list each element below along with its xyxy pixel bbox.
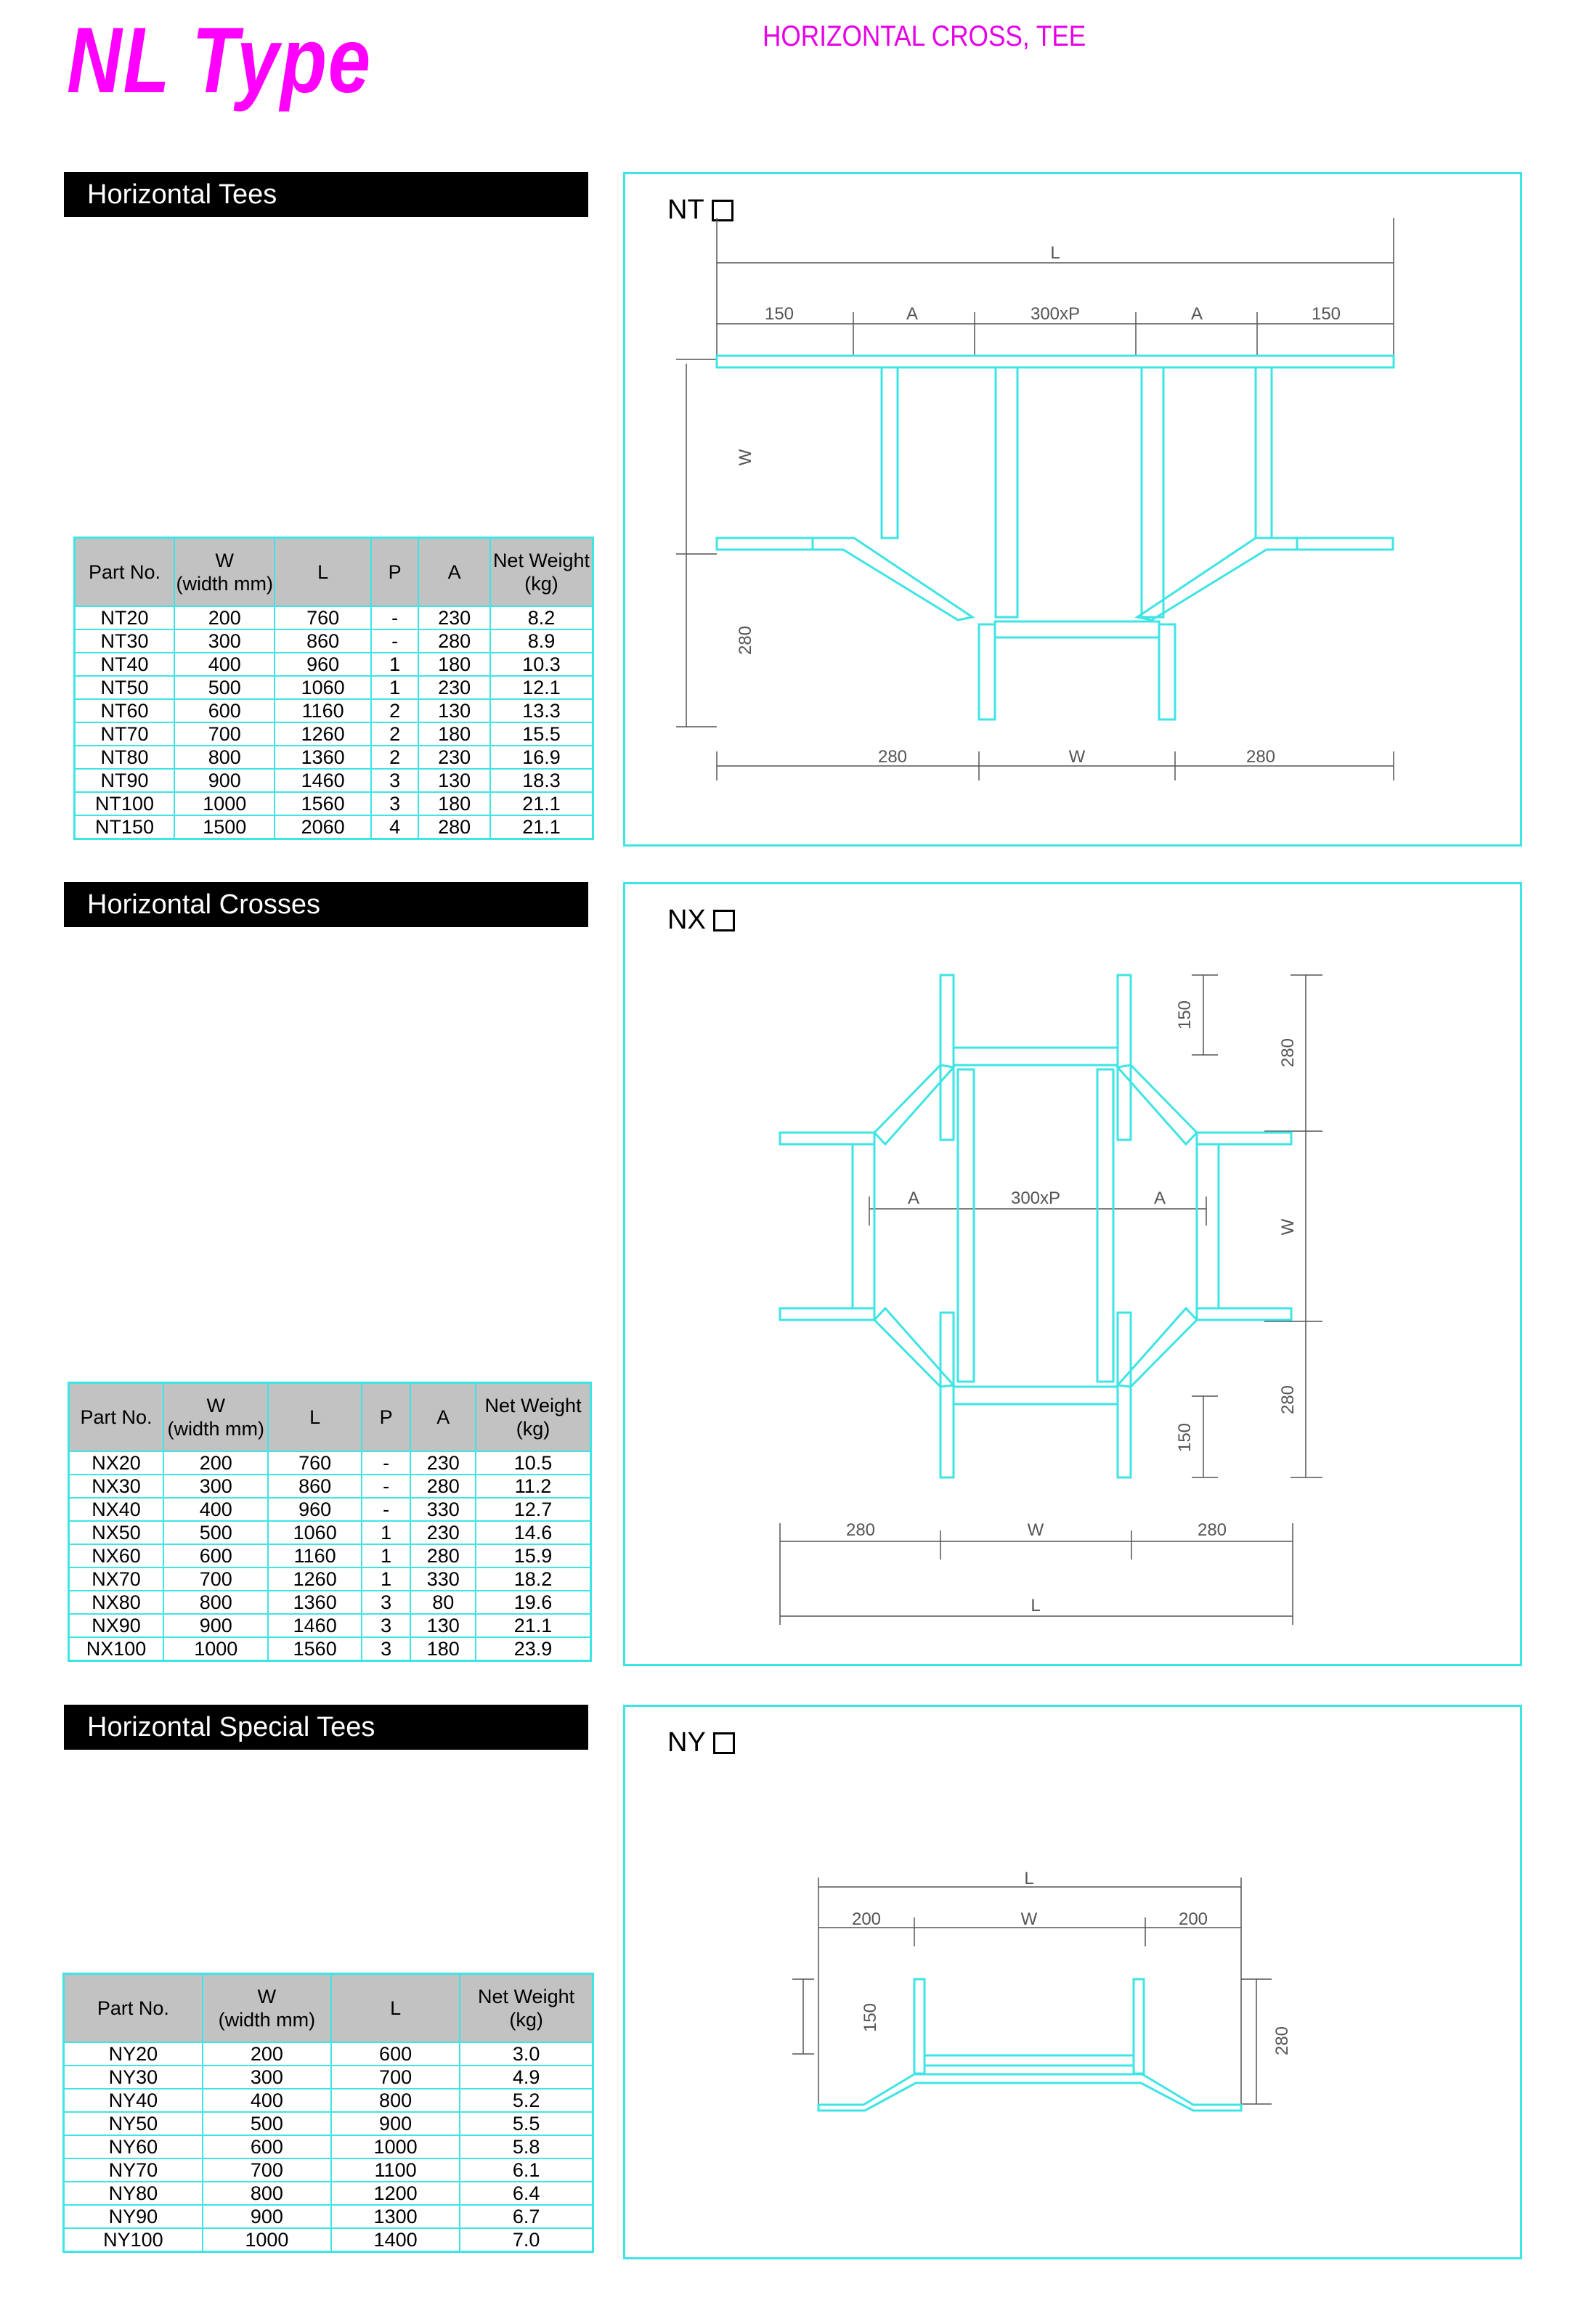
col-header-a: A [410,1383,476,1451]
cell-net-weight: 6.1 [460,2158,593,2182]
cell-part-no: NY40 [64,2089,203,2112]
cell-net-weight: 15.5 [490,722,593,746]
cell-width: 1000 [174,792,275,815]
cell-length: 900 [331,2112,460,2135]
crosses-spec-table [68,1382,592,1662]
cell-width: 200 [163,1451,268,1475]
table-row [69,1521,591,1544]
cell-width: 300 [163,1475,268,1498]
cell-length: 1360 [268,1591,361,1614]
cell-net-weight: 8.9 [490,629,593,653]
cell-length: 700 [331,2066,460,2089]
cell-net-weight: 8.2 [490,606,593,629]
cell-net-weight: 12.7 [476,1498,590,1521]
col-header-part: Part No. [69,1383,164,1451]
cell-a: 230 [418,676,490,699]
cell-part-no: NY30 [64,2066,203,2089]
cell-p: 1 [362,1521,411,1544]
cell-a: 280 [418,629,490,653]
dim-label-150: 150 [764,304,794,324]
cell-a: 330 [410,1567,476,1591]
table-row [69,1451,591,1475]
cell-net-weight: 7.0 [460,2228,593,2252]
cell-part-no: NX30 [69,1475,164,1498]
table-row [75,815,593,839]
cell-p: 2 [371,746,419,769]
cell-width: 1000 [203,2228,331,2252]
cell-width: 1500 [174,815,275,839]
dim-label-A: A [907,1188,920,1208]
table-row [75,746,593,769]
table-row [69,1591,591,1614]
cell-part-no: NT30 [75,629,175,653]
cell-part-no: NY80 [64,2182,203,2205]
tees-code-label: NT [667,195,733,226]
cell-length: 1460 [275,769,370,792]
cell-a: 230 [410,1521,476,1544]
section-title-special-tees: Horizontal Special Tees [64,1705,588,1750]
table-row [69,1498,591,1521]
cell-width: 700 [203,2158,331,2182]
cell-p: 3 [362,1614,411,1637]
cell-net-weight: 11.2 [476,1475,590,1498]
section-title-crosses: Horizontal Crosses [64,882,588,927]
special-table-body [64,2042,593,2252]
cell-width: 400 [163,1498,268,1521]
cell-part-no: NT100 [75,792,175,815]
cell-net-weight: 5.2 [460,2089,593,2112]
cell-length: 1560 [268,1637,361,1661]
table-row [64,2182,593,2205]
special-drawing [625,1707,1520,2257]
cell-width: 1000 [163,1637,268,1661]
cell-p: - [371,606,419,629]
cell-a: 80 [410,1591,476,1614]
section-title-tees: Horizontal Tees [64,172,588,217]
crosses-drawing-panel [623,882,1522,1666]
dim-label-200: 200 [851,1909,882,1929]
table-row [64,2066,593,2089]
cell-p: 4 [371,815,419,839]
cell-part-no: NT50 [75,676,175,699]
crosses-table-body [69,1451,591,1661]
cell-width: 800 [174,746,275,769]
dim-label-200: 200 [1178,1909,1208,1929]
col-header-p: P [362,1383,411,1451]
cell-width: 500 [163,1521,268,1544]
cell-width: 600 [203,2135,331,2158]
table-header-row [64,1974,593,2042]
cell-net-weight: 4.9 [460,2066,593,2089]
col-header-part: Part No. [64,1974,203,2042]
col-header-weight: Net Weight (kg) [490,538,593,606]
table-header-row [75,538,593,606]
cell-p: 3 [362,1637,411,1661]
table-row [75,792,593,815]
cell-net-weight: 6.7 [460,2205,593,2228]
dim-label-span: 300xP [1010,1188,1061,1208]
cell-length: 860 [275,629,370,653]
cell-part-no: NX100 [69,1637,164,1661]
cell-p: 1 [371,653,419,676]
dim-label-280: 280 [736,625,755,656]
cell-length: 800 [331,2089,460,2112]
cell-width: 600 [163,1544,268,1567]
cell-a: 230 [418,746,490,769]
col-header-l: L [268,1383,361,1451]
cell-a: 280 [418,815,490,839]
cell-net-weight: 5.5 [460,2112,593,2135]
table-row [64,2205,593,2228]
cell-part-no: NT80 [75,746,175,769]
cell-net-weight: 19.6 [476,1591,590,1614]
dim-label-280: 280 [1197,1520,1227,1540]
cell-length: 2060 [275,815,370,839]
cell-width: 300 [203,2066,331,2089]
cell-length: 1560 [275,792,370,815]
cell-length: 1060 [268,1521,361,1544]
cell-p: 2 [371,722,419,746]
col-header-a: A [418,538,490,606]
table-row [69,1544,591,1567]
cell-p: 3 [362,1591,411,1614]
col-header-l: L [331,1974,460,2042]
col-header-part: Part No. [75,538,175,606]
cell-length: 1060 [275,676,370,699]
cell-width: 200 [174,606,275,629]
table-row [75,769,593,792]
cell-net-weight: 18.2 [476,1567,590,1591]
cell-length: 760 [275,606,370,629]
cell-net-weight: 12.1 [490,676,593,699]
tees-drawing-panel [623,172,1522,847]
cell-part-no: NY50 [64,2112,203,2135]
cell-length: 600 [331,2042,460,2066]
table-row [64,2089,593,2112]
cell-p: - [362,1451,411,1475]
cell-width: 500 [174,676,275,699]
cell-a: 130 [418,769,490,792]
cell-net-weight: 5.8 [460,2135,593,2158]
table-row [69,1637,591,1661]
dim-label-W: W [1068,747,1086,767]
cell-part-no: NT20 [75,606,175,629]
cell-part-no: NT150 [75,815,175,839]
cell-part-no: NT60 [75,699,175,722]
cell-p: 3 [371,769,419,792]
cell-length: 1460 [268,1614,361,1637]
col-header-l: L [275,538,370,606]
cell-width: 900 [203,2205,331,2228]
dim-label-280: 280 [845,1520,876,1540]
tees-drawing [625,174,1520,844]
cell-net-weight: 10.3 [490,653,593,676]
page-title: NL Type [67,9,372,113]
cell-length: 1200 [331,2182,460,2205]
table-row [75,653,593,676]
table-row [64,2135,593,2158]
cell-a: 130 [418,699,490,722]
cell-width: 400 [203,2089,331,2112]
dim-label-W: W [1027,1520,1044,1540]
cell-net-weight: 18.3 [490,769,593,792]
cell-a: 280 [410,1544,476,1567]
table-row [75,606,593,629]
cell-part-no: NX70 [69,1567,164,1591]
dim-label-L: L [1024,1869,1034,1888]
table-row [75,676,593,699]
dim-label-A: A [1153,1188,1166,1208]
dim-label-L: L [1050,243,1060,263]
cell-length: 960 [268,1498,361,1521]
cell-width: 200 [203,2042,331,2066]
dim-label-L: L [1031,1596,1041,1615]
col-header-w: W (width mm) [174,538,275,606]
cell-length: 1360 [275,746,370,769]
dim-label-280: 280 [877,747,908,767]
col-header-w: W (width mm) [163,1383,268,1451]
cell-length: 1160 [275,699,370,722]
cell-net-weight: 23.9 [476,1637,590,1661]
cell-p: 1 [362,1544,411,1567]
cell-part-no: NY100 [64,2228,203,2252]
cell-length: 960 [275,653,370,676]
col-header-weight: Net Weight (kg) [460,1974,593,2042]
cell-part-no: NX40 [69,1498,164,1521]
cell-width: 700 [174,722,275,746]
cell-part-no: NT70 [75,722,175,746]
cell-length: 760 [268,1451,361,1475]
cell-part-no: NY20 [64,2042,203,2066]
table-row [64,2042,593,2066]
page-subtitle: HORIZONTAL CROSS, TEE [763,20,1086,52]
cell-width: 800 [203,2182,331,2205]
special-spec-table [62,1973,594,2253]
crosses-drawing [625,884,1520,1664]
cell-length: 1100 [331,2158,460,2182]
cell-width: 700 [163,1567,268,1591]
cell-net-weight: 13.3 [490,699,593,722]
cell-p: - [362,1498,411,1521]
dim-label-280: 280 [1278,1037,1298,1068]
cell-part-no: NY60 [64,2135,203,2158]
cell-a: 130 [410,1614,476,1637]
cell-p: 1 [371,676,419,699]
cell-part-no: NT90 [75,769,175,792]
cell-part-no: NX20 [69,1451,164,1475]
special-drawing-panel [623,1705,1522,2259]
cell-net-weight: 16.9 [490,746,593,769]
cell-net-weight: 21.1 [490,792,593,815]
table-row [64,2158,593,2182]
cell-part-no: NT40 [75,653,175,676]
cell-width: 500 [203,2112,331,2135]
cell-p: - [362,1475,411,1498]
special-code-label: NY [667,1727,735,1758]
dim-label-150: 150 [1175,1000,1195,1030]
cell-width: 900 [174,769,275,792]
cell-length: 860 [268,1475,361,1498]
table-row [69,1614,591,1637]
cell-length: 1260 [268,1567,361,1591]
col-header-p: P [371,538,419,606]
cell-length: 1160 [268,1544,361,1567]
col-header-weight: Net Weight (kg) [476,1383,590,1451]
table-row [64,2112,593,2135]
dim-label-span: 300xP [1030,304,1081,324]
table-row [69,1475,591,1498]
cell-a: 180 [410,1637,476,1661]
cell-p: 1 [362,1567,411,1591]
cell-p: 3 [371,792,419,815]
col-header-w: W (width mm) [203,1974,331,2042]
dim-label-280: 280 [1278,1385,1298,1415]
dim-label-A: A [1190,304,1203,324]
dim-label-150: 150 [1311,304,1341,324]
cell-p: 2 [371,699,419,722]
table-row [75,722,593,746]
cell-a: 280 [410,1475,476,1498]
cell-part-no: NY70 [64,2158,203,2182]
cell-part-no: NY90 [64,2205,203,2228]
dim-label-W: W [736,449,755,466]
cell-net-weight: 21.1 [476,1614,590,1637]
cell-length: 1400 [331,2228,460,2252]
dim-label-W: W [1278,1218,1298,1236]
cell-net-weight: 14.6 [476,1521,590,1544]
cell-width: 900 [163,1614,268,1637]
cell-length: 1000 [331,2135,460,2158]
cell-part-no: NX80 [69,1591,164,1614]
table-header-row [69,1383,591,1451]
crosses-code-label: NX [667,905,735,936]
table-row [75,629,593,653]
cell-net-weight: 6.4 [460,2182,593,2205]
dim-label-W: W [1020,1909,1038,1929]
cell-a: 180 [418,653,490,676]
dim-label-280: 280 [1272,2026,1292,2056]
table-row [69,1567,591,1591]
dim-label-280: 280 [1245,747,1276,767]
cell-a: 180 [418,792,490,815]
cell-part-no: NX60 [69,1544,164,1567]
cell-length: 1300 [331,2205,460,2228]
cell-a: 330 [410,1498,476,1521]
cell-p: - [371,629,419,653]
cell-net-weight: 10.5 [476,1451,590,1475]
cell-net-weight: 3.0 [460,2042,593,2066]
cell-a: 180 [418,722,490,746]
dim-label-150: 150 [1175,1422,1195,1453]
dim-label-A: A [906,304,919,324]
table-row [75,699,593,722]
cell-a: 230 [410,1451,476,1475]
cell-net-weight: 21.1 [490,815,593,839]
cell-a: 230 [418,606,490,629]
cell-width: 300 [174,629,275,653]
cell-part-no: NX90 [69,1614,164,1637]
tees-table-body [75,606,593,839]
cell-width: 800 [163,1591,268,1614]
cell-part-no: NX50 [69,1521,164,1544]
table-row [64,2228,593,2252]
cell-net-weight: 15.9 [476,1544,590,1567]
cell-width: 400 [174,653,275,676]
tees-spec-table [73,537,594,840]
dim-label-150: 150 [861,2002,880,2033]
cell-length: 1260 [275,722,370,746]
cell-width: 600 [174,699,275,722]
